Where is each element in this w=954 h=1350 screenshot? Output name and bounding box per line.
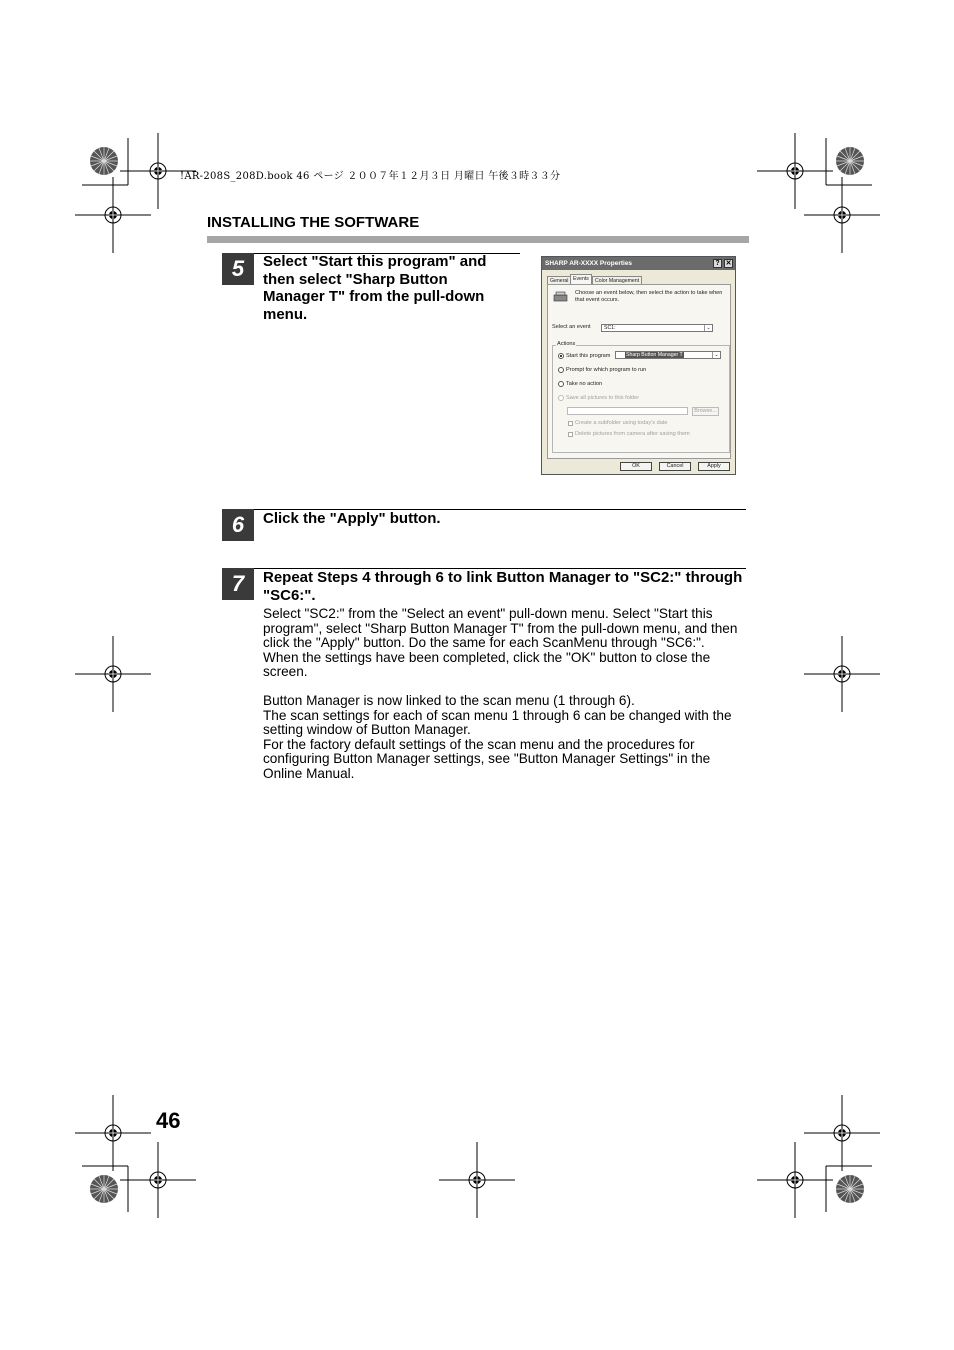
tab-events[interactable]: Events	[570, 274, 592, 285]
step-7-body	[263, 607, 745, 781]
apply-button[interactable]: Apply	[698, 462, 730, 471]
close-button[interactable]: ✕	[725, 260, 732, 267]
select-event-label: Select an event	[552, 324, 591, 330]
event-select[interactable]	[601, 324, 713, 332]
event-value: SC1:	[604, 325, 616, 331]
tab-general[interactable]: General	[547, 276, 571, 285]
no-action-label: Take no action	[566, 381, 603, 387]
properties-dialog	[541, 256, 736, 475]
step-7-number: 7	[222, 568, 254, 600]
browse-button[interactable]: Browse...	[692, 407, 719, 416]
step-5-number: 5	[222, 253, 254, 285]
spacer	[263, 680, 745, 695]
start-program-label: Start this program	[566, 353, 611, 359]
actions-label: Actions	[557, 341, 576, 347]
prompt-radio[interactable]	[558, 367, 564, 373]
section-rule	[207, 236, 749, 243]
scanner-icon	[553, 291, 569, 303]
subfolder-checkbox[interactable]	[568, 421, 573, 426]
step-7-heading: Repeat Steps 4 through 6 to link Button Manager to "SC2:" through "SC6:".	[263, 569, 743, 604]
step-5-heading: Select "Start this program" and then select "Sharp Button Manager T" from the pull-down menu.	[263, 253, 487, 323]
chevron-down-icon: ⌄	[712, 352, 720, 358]
step-6-heading: Click the "Apply" button.	[263, 510, 441, 527]
save-all-label: Save all pictures to this folder	[566, 395, 640, 401]
file-info: !AR-208S_208D.book 46 ページ ２００７年１２月３日 月曜日 午後３時３３分	[180, 171, 561, 182]
dialog-instruction: Choose an event below, then select the action to take when that event occurs.	[575, 290, 723, 303]
dialog-title: SHARP AR-XXXX Properties	[542, 257, 735, 270]
step-7-paragraph: Select "SC2:" from the "Select an event" pull-down menu. Select "Start this program", select "Sharp Button Manager T" from the pull-down menu, and then click the "Apply" button. Do the same for each ScanMenu through "SC6:".	[263, 606, 738, 650]
prompt-label: Prompt for which program to run	[566, 367, 647, 373]
step-7-paragraph: The scan settings for each of scan menu 1 through 6 can be changed with the setting window of Button Manager.	[263, 707, 732, 737]
section-title: INSTALLING THE SOFTWARE	[207, 214, 420, 231]
page-number: 46	[156, 1108, 181, 1133]
program-value: Sharp Button Manager T	[626, 352, 683, 358]
step-7-paragraph: For the factory default settings of the scan menu and the procedures for configuring Button Manager settings, see "Button Manager Settings" in the Online Manual.	[263, 736, 711, 781]
no-action-radio[interactable]	[558, 381, 564, 387]
save-all-radio[interactable]	[558, 395, 564, 401]
tab-color-management[interactable]: Color Management	[592, 276, 642, 285]
delete-checkbox[interactable]	[568, 432, 573, 437]
step-6-number: 6	[222, 509, 254, 541]
folder-field[interactable]	[567, 407, 688, 415]
delete-label: Delete pictures from camera after saving them	[575, 431, 690, 437]
program-select[interactable]	[615, 351, 721, 359]
ok-button[interactable]: OK	[620, 462, 652, 471]
subfolder-label: Create a subfolder using today's date	[575, 420, 668, 426]
step-7-paragraph: When the settings have been completed, click the "OK" button to close the screen.	[263, 649, 711, 679]
help-button[interactable]: ?	[713, 259, 722, 268]
start-program-radio[interactable]	[558, 353, 564, 359]
chevron-down-icon: ⌄	[704, 325, 712, 331]
cancel-button[interactable]: Cancel	[659, 462, 691, 471]
step-7-paragraph: Button Manager is now linked to the scan menu (1 through 6).	[263, 693, 635, 708]
